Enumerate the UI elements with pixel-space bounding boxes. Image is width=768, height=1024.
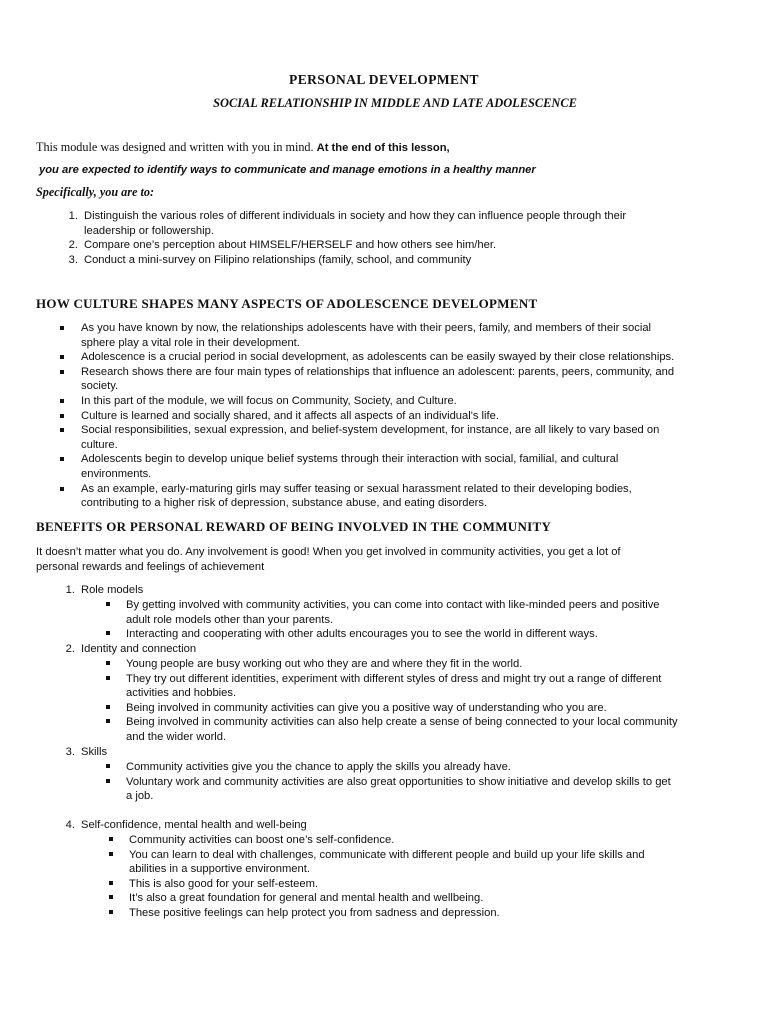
benefit-sub-bullet: These positive feelings can help protect you from sadness and depression. (129, 906, 759, 921)
bullet-dot (109, 910, 113, 914)
objective-item: 2. Compare one’s perception about HIMSELF/HERSELF and how others see him/her. (84, 238, 744, 253)
benefit-label: Skills (81, 746, 108, 758)
bullet-dot (106, 705, 110, 709)
benefit-item (65, 642, 481, 657)
intro-plain-text: This module was designed and written with you in mind. (36, 140, 317, 154)
benefit-sub-bullet: It’s also a great foundation for general and mental health and wellbeing. (129, 891, 759, 906)
bullet-square (60, 355, 64, 359)
benefit-sub-bullet: You can learn to deal with challenges, communicate with different people and build up your life skills and abilities in a supportive environment. (129, 848, 759, 877)
culture-bullet: As you have known by now, the relationships adolescents have with their peers, family, and members of their social sphere play a vital role in their development. (81, 321, 761, 350)
culture-bullet: As an example, early-maturing girls may suffer teasing or sexual harassment related to their developing bodies, contributing to a higher risk of depression, substance abuse, and eating disorders. (81, 482, 761, 511)
bullet-square (60, 487, 64, 491)
bullet-dot (109, 837, 113, 841)
bullet-dot (106, 779, 110, 783)
bullet-square (60, 399, 64, 403)
document-title: PERSONAL DEVELOPMENT (289, 72, 479, 87)
benefit-number: 2. (65, 643, 75, 655)
benefit-sub-bullet: They try out different identities, experiment with different styles of dress and might try out a range of different activities and hobbies. (126, 672, 756, 701)
benefits-section-heading: BENEFITS OR PERSONAL REWARD OF BEING INVOLVED IN THE COMMUNITY (36, 519, 552, 534)
bullet-dot (106, 602, 110, 606)
intro-goal: you are expected to identify ways to communicate and manage emotions in a healthy manner (39, 164, 536, 176)
objective-number: 3. (68, 253, 78, 266)
benefit-number: 3. (65, 746, 75, 758)
benefit-sub-list (126, 598, 756, 642)
bullet-dot (109, 852, 113, 856)
bullet-dot (109, 895, 113, 899)
culture-section-heading: HOW CULTURE SHAPES MANY ASPECTS OF ADOLESCENCE DEVELOPMENT (36, 296, 538, 311)
bullet-square (60, 457, 64, 461)
objective-item: 1. Distinguish the various roles of different individuals in society and how they can influence people through their leadership or followership. (84, 209, 744, 238)
culture-bullet: Culture is learned and socially shared, and it affects all aspects of an individual's life. (81, 409, 761, 424)
bullet-square (60, 428, 64, 432)
culture-bullet: Research shows there are four main types of relationships that influence an adolescent: parents, peers, community, and society. (81, 365, 761, 394)
bullet-dot (106, 631, 110, 635)
intro-line-1 (36, 140, 736, 156)
benefit-item (65, 818, 481, 833)
objective-number: 2. (68, 239, 78, 252)
benefit-item (65, 745, 481, 760)
benefit-sub-bullet: Being involved in community activities can give you a positive way of understanding who you are. (126, 701, 756, 716)
benefit-label: Identity and connection (81, 643, 197, 655)
bullet-square (60, 326, 64, 330)
benefit-label: Role models (81, 584, 144, 596)
benefit-label: Self-confidence, mental health and well-being (81, 819, 307, 831)
benefit-item (65, 583, 481, 598)
benefit-sub-list (129, 833, 759, 921)
benefit-sub-bullet: Voluntary work and community activities are also great opportunities to show initiative and develop skills to get a job. (126, 775, 756, 804)
benefit-sub-bullet: Community activities give you the chance to apply the skills you already have. (126, 760, 756, 775)
specifically-label: Specifically, you are to: (36, 185, 155, 199)
objective-number: 1. (68, 210, 78, 222)
bullet-dot (106, 676, 110, 680)
culture-bullet: In this part of the module, we will focus on Community, Society, and Culture. (81, 394, 761, 409)
benefit-number: 4. (65, 819, 75, 831)
objectives-list (68, 209, 744, 267)
benefit-sub-bullet: Being involved in community activities can also help create a sense of being connected to your local community and the wider world. (126, 715, 756, 744)
benefit-number: 1. (65, 584, 75, 596)
bullet-square (60, 414, 64, 418)
bullet-dot (109, 881, 113, 885)
document-subtitle: SOCIAL RELATIONSHIP IN MIDDLE AND LATE ADOLESCENCE (213, 96, 577, 110)
benefit-sub-bullet: Interacting and cooperating with other adults encourages you to see the world in different ways. (126, 627, 756, 642)
culture-bullet: Adolescents begin to develop unique belief systems through their interaction with social, familial, and cultural environments. (81, 452, 761, 481)
benefit-sub-list (126, 760, 756, 804)
bullet-dot (106, 719, 110, 723)
benefit-sub-bullet: Community activities can boost one’s self-confidence. (129, 833, 759, 848)
benefits-intro: It doesn’t matter what you do. Any involvement is good! When you get involved in community activities, you get a lot of personal rewards and feelings of achievement (36, 546, 621, 573)
culture-bullet-list (81, 321, 761, 511)
objective-item: 3. Conduct a mini-survey on Filipino relationships (family, school, and community (84, 253, 744, 268)
culture-bullet: Adolescence is a crucial period in social development, as adolescents can be easily swayed by their close relationships. (81, 350, 761, 365)
intro-bold-text: At the end of this lesson, (316, 142, 450, 154)
bullet-square (60, 370, 64, 374)
culture-bullet: Social responsibilities, sexual expression, and belief-system development, for instance, are all likely to vary based on culture. (81, 423, 761, 452)
bullet-dot (106, 661, 110, 665)
benefit-sub-list (126, 657, 756, 745)
bullet-dot (106, 764, 110, 768)
benefit-sub-bullet: Young people are busy working out who they are and where they fit in the world. (126, 657, 756, 672)
benefit-sub-bullet: By getting involved with community activities, you can come into contact with like-minded peers and positive adult role models other than your parents. (126, 598, 756, 627)
benefit-sub-bullet: This is also good for your self-esteem. (129, 877, 759, 892)
